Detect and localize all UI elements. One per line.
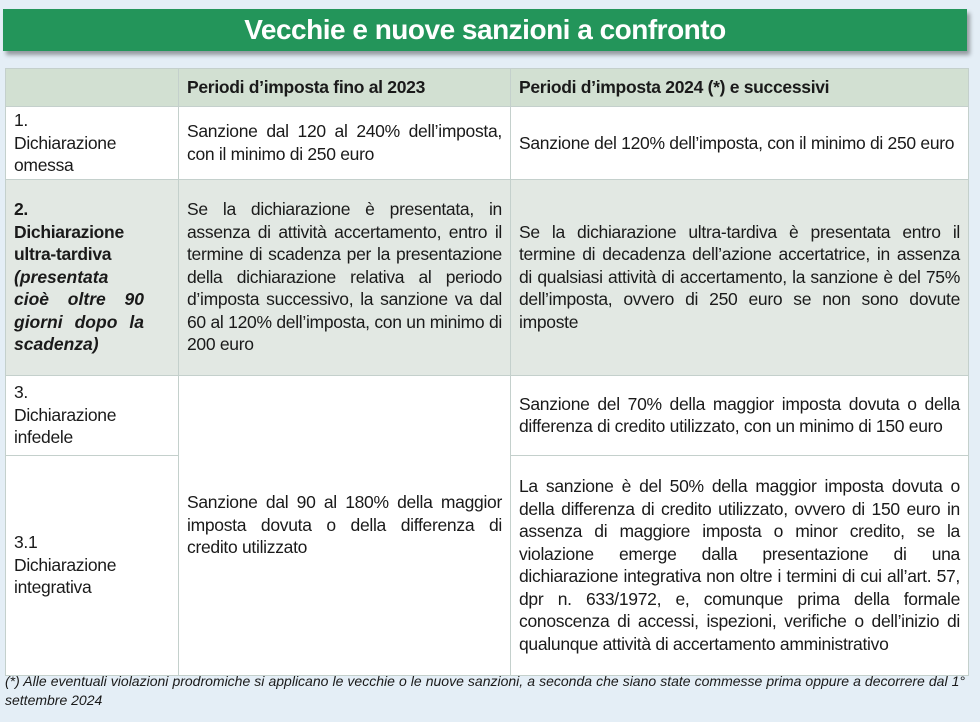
- row-title: Dichiarazione omessa: [14, 132, 117, 175]
- new-sanction: La sanzione è del 50% della maggior imposta dovuta o della differenza di credito utilizzato, ovvero di 150 euro in assenza di maggiore imposta o minor credito, se la violazione emerge dalla presentazione di una dichiarazione integrativa non oltre i termini di cui all’art. 57, dpr n. 633/1972, e, comunque prima della formale conoscenza di accessi, ispezioni, verifiche o dell’inizio di qualunque attività di accertamento amministrativo: [511, 455, 969, 675]
- new-sanction: Sanzione del 120% dell’imposta, con il minimo di 250 euro: [511, 107, 969, 180]
- old-sanction-merged: Sanzione dal 90 al 180% della maggior imposta dovuta o della differenza di credito utilizzato: [179, 375, 511, 675]
- table-row: [6, 107, 969, 180]
- row-label: [6, 455, 179, 675]
- header-old-periods: Periodi d’imposta fino al 2023: [179, 69, 511, 107]
- row-number: 3.1: [14, 532, 38, 553]
- new-sanction: Se la dichiarazione ultra-tardiva è presentata entro il termine di decadenza dell’azione accertatrice, in assenza di qualsiasi attività di accertamento, la sanzione è del 75% dell’imposta, ovvero di 250 euro se non sono dovute imposte: [511, 179, 969, 375]
- old-sanction: Sanzione dal 120 al 240% dell’imposta, con il minimo di 250 euro: [179, 107, 511, 180]
- row-title: Dichiarazione integrativa: [14, 554, 117, 598]
- row-title-wrap: [14, 221, 144, 356]
- row-label: [6, 107, 179, 180]
- table-row: [6, 179, 969, 375]
- header-empty: [6, 69, 179, 107]
- title-banner: [3, 9, 967, 51]
- row-number: 2.: [14, 199, 28, 220]
- row-title: Dichiarazione ultra-tardiva: [14, 221, 124, 265]
- table-row: [6, 375, 969, 455]
- row-label: [6, 375, 179, 455]
- row-number: 3.: [14, 382, 28, 403]
- table-header-row: [6, 69, 969, 107]
- new-sanction: Sanzione del 70% della maggior imposta dovuta o della differenza di credito utilizzato, con un minimo di 150 euro: [511, 375, 969, 455]
- row-number: 1.: [14, 110, 28, 130]
- sanctions-comparison-table: [5, 68, 969, 676]
- row-label: [6, 179, 179, 375]
- row-title: Dichiarazione infedele: [14, 404, 117, 448]
- old-sanction: Se la dichiarazione è presentata, in assenza di attività accertamento, entro il termine di scadenza per la presentazione della dichiarazione relativa al periodo d’imposta successivo, la sanzione va dal 60 al 120% dell’imposta, con un minimo di 200 euro: [179, 179, 511, 375]
- page-title: Vecchie e nuove sanzioni a confronto: [244, 14, 726, 45]
- row-note: (presentata cioè oltre 90 giorni dopo la scadenza): [14, 266, 144, 355]
- footnote: (*) Alle eventuali violazioni prodromiche si applicano le vecchie o le nuove sanzioni, a seconda che siano state commesse prima oppure a decorrere dal 1° settembre 2024: [5, 673, 965, 708]
- header-new-periods: Periodi d’imposta 2024 (*) e successivi: [511, 69, 969, 107]
